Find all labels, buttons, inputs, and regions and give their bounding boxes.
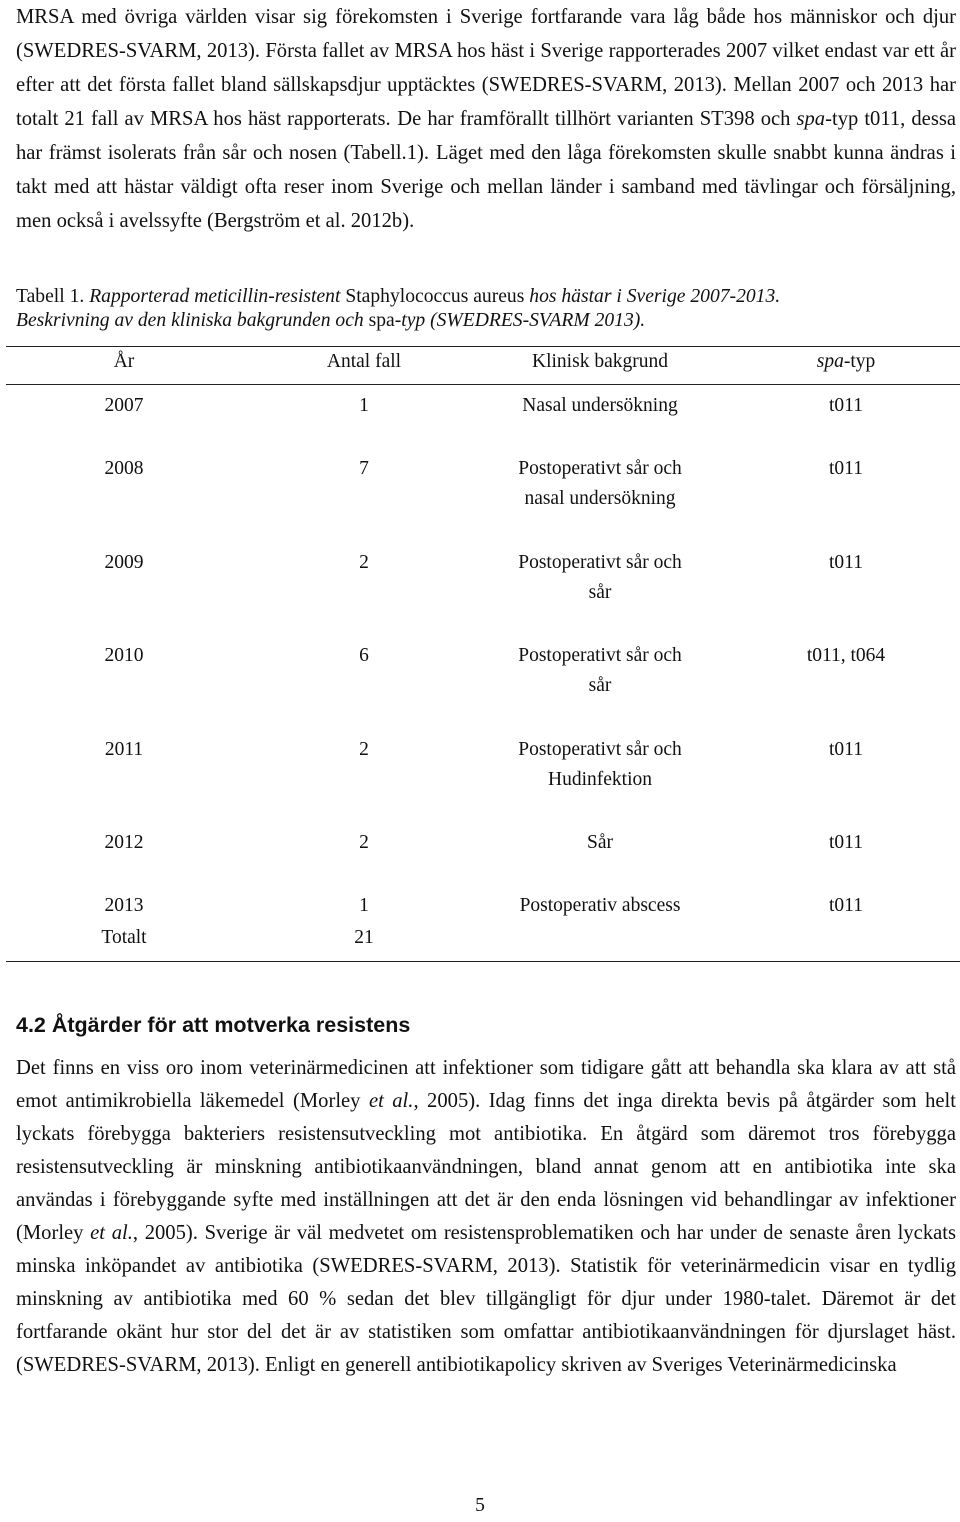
page-number: 5 [475,1495,485,1516]
header-year: År [113,351,135,372]
cell-year: 2011 [104,739,144,760]
cell-background-line-1: Postoperativt sår och [518,458,682,479]
intro-spa-italic: spa [796,108,826,130]
table-caption [16,285,956,333]
caption-spa: spa- [368,310,402,331]
table-header-rule [6,384,960,385]
cell-year: 2010 [104,645,144,666]
cell-background-line-1: Nasal undersökning [522,395,678,416]
cell-year: 2008 [104,458,144,479]
cell-year: 2009 [104,552,144,573]
cell-spa: t011 [829,552,863,573]
cell-spa: t011 [829,832,863,853]
cell-spa: t011, t064 [806,645,886,666]
cell-background [450,548,750,608]
header-background: Klinisk bakgrund [532,351,668,372]
cell-background-line-1: Postoperativt sår och [518,552,682,573]
total-value: 21 [354,927,374,948]
cell-spa: t011 [829,458,863,479]
cell-background [450,735,750,795]
intro-paragraph [16,0,956,238]
body-etal-1: et al. [368,1090,414,1112]
cell-cases: 2 [359,552,369,573]
cell-year: 2007 [104,395,144,416]
caption-part-4: typ (SWEDRES-SVARM 2013). [401,310,646,331]
caption-part-2: hos hästar i Sverige 2007-2013. [529,286,781,307]
cell-cases: 1 [359,895,369,916]
intro-sentence-2b: -typ t011, dessa har främst isolerats från sår och nosen (Tabell.1). [16,108,956,164]
cell-background [450,391,750,421]
cell-spa: t011 [829,395,863,416]
cell-background-line-1: Sår [587,832,613,853]
caption-part-1: Rapporterad meticillin-resistent [89,286,341,307]
total-label: Totalt [101,927,147,948]
cell-background [450,454,750,514]
caption-organism: Staphylococcus aureus [345,286,525,307]
cell-cases: 6 [359,645,369,666]
intro-sentence-1: MRSA med övriga världen visar sig förekomsten i Sverige fortfarande vara låg både hos människor och djur (SWEDRES-SVARM, 2013). Första fallet av MRSA hos häst i Sverige rapporterades 2007 vilket endast var ett år efter att det första fallet bland sällskapsdjur upptäcktes (SWEDRES-SVARM, 2013). Mellan 2007 och 2013 har totalt 21 fall av MRSA hos häst rapporterats. [16,6,956,130]
cell-cases: 2 [359,832,369,853]
body-sentence-2: , 2005). Idag finns det inga direkta bevis på åtgärder som helt lyckats förebygga bakteriers resistensutveckling mot antibiotika. En åtgärd som däremot tros förebygga resistensutveckling är minskning antibiotikaanvändningen, bland annat genom att en antibiotika inte ska användas i förebyggande syfte med inställningen att det är den enda lösningen vid behandlingar av infektioner (Morley [16,1090,956,1244]
cell-spa: t011 [829,895,863,916]
cell-spa: t011 [829,739,863,760]
cell-background-line-1: Postoperativt sår och [518,739,682,760]
cell-year: 2013 [104,895,144,916]
cell-background-line-2: sår [588,675,612,696]
body-sentence-3: , 2005). Sverige är väl medvetet om resistensproblematiken och har under de senaste åren lyckats minska inköpandet av antibiotika (SWEDRES-SVARM, 2013). Statistik för veterinärmedicin visar en tydlig minskning av antibiotika med 60 % sedan det blev tillgängligt för djur under 1980-talet. Däremot är det fortfarande okänt hur stor del det är av statistiken som omfattar antibiotikaanvändningen för djurslaget häst. [16,1222,956,1343]
cell-background-line-2: nasal undersökning [524,488,676,509]
header-cases: Antal fall [326,351,402,372]
body-etal-2: et al. [90,1222,133,1244]
caption-label: Tabell 1. [16,286,85,307]
cell-cases: 7 [359,458,369,479]
table-bottom-rule [6,961,960,962]
body-paragraph [16,1052,956,1382]
section-heading: 4.2 Åtgärder för att motverka resistens [16,1013,411,1037]
header-spa-type [760,347,932,377]
cell-background-line-1: Postoperativt sår och [518,645,682,666]
cell-cases: 2 [359,739,369,760]
cell-cases: 1 [359,395,369,416]
body-sentence-1: Det finns en viss oro inom veterinärmedicinen att infektioner som tidigare gått att behandla ska klara av att stå emot antimikrobiella läkemedel (Morley [16,1057,956,1112]
cell-background [450,891,750,921]
cell-background [450,641,750,701]
cell-background-line-2: Hudinfektion [548,769,652,790]
cell-background-line-2: sår [588,582,612,603]
header-spa-rest: -typ [843,351,876,372]
intro-sentence-3: Läget med den låga förekomsten skulle snabbt kunna ändras i takt med att hästar väldigt ofta reser inom Sverige och mellan länder i samband med tävlingar och försäljning, men också i avelssyfte (Bergström et al. 2012b). [16,142,956,232]
cell-background-line-1: Postoperativ abscess [519,895,681,916]
cell-year: 2012 [104,832,144,853]
header-spa-italic: spa [816,351,844,372]
caption-part-3: Beskrivning av den kliniska bakgrunden och [16,310,364,331]
cell-background [450,828,750,858]
intro-sentence-2a: De har framförallt tillhört varianten ST398 och [397,108,797,130]
body-sentence-4: (SWEDRES-SVARM, 2013). Enligt en generell antibiotikapolicy skriven av Sveriges Veterinärmedicinska [16,1354,897,1376]
